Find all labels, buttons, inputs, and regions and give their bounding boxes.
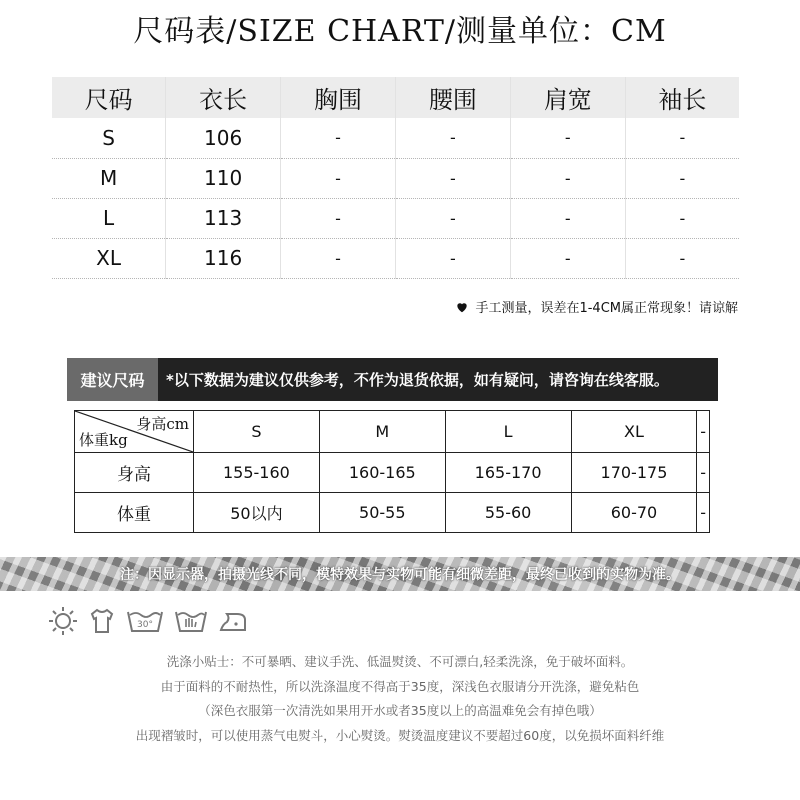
recommend-size-header: L (445, 411, 571, 453)
size-chart-header: 肩宽 (510, 77, 625, 118)
care-instructions (0, 650, 800, 748)
disclaimer-strip (0, 557, 800, 591)
recommend-header-row (75, 411, 710, 453)
recommend-tag: 建议尺码 (67, 358, 158, 401)
page-title: 尺码表/SIZE CHART/测量单位：CM (133, 14, 667, 49)
size-cell: 110 (166, 158, 281, 198)
recommend-row (75, 493, 710, 533)
care-line: 由于面料的不耐热性，所以洗涤温度不得高于35度，深浅色衣服请分开洗涤，避免粘色 (160, 678, 640, 694)
recommend-cell: 170-175 (571, 453, 697, 493)
size-cell: - (510, 198, 625, 238)
corner-height-label: 身高cm (136, 415, 189, 433)
size-chart-header-row (52, 77, 739, 118)
recommend-cell: 165-170 (445, 453, 571, 493)
size-chart-table (52, 77, 739, 279)
care-line: （深色衣服第一次清洗如果用开水或者35度以上的高温难免会有掉色哦） (198, 703, 602, 718)
recommend-row-label: 身高 (75, 453, 194, 493)
size-cell: - (395, 238, 510, 278)
size-cell: - (625, 158, 739, 198)
measurement-note-text: 手工测量，误差在1-4CM属正常现象！请谅解 (475, 301, 738, 316)
size-cell: M (52, 158, 166, 198)
care-line: 洗涤小贴士：不可暴晒、建议手洗、低温熨烫、不可漂白,轻柔洗涤，免于破坏面料。 (166, 654, 634, 669)
wash-30-icon (126, 607, 164, 635)
recommend-row-label: 体重 (75, 493, 194, 533)
size-chart-row (52, 118, 739, 158)
size-cell: - (510, 238, 625, 278)
recommend-cell: 155-160 (194, 453, 320, 493)
size-cell: - (281, 158, 396, 198)
size-cell: - (281, 238, 396, 278)
size-cell: L (52, 198, 166, 238)
disclaimer-text: 注：因显示器，拍摄光线不同，模特效果与实物可能有细微差距，最终已收到的实物为准。 (120, 567, 680, 583)
size-cell: 113 (166, 198, 281, 238)
recommend-size-header: S (194, 411, 320, 453)
hand-wash-icon (174, 607, 208, 635)
size-cell: 116 (166, 238, 281, 278)
recommend-corner-cell (75, 411, 194, 453)
recommend-disclaimer: *以下数据为建议仅供参考，不作为退货依据，如有疑问，请咨询在线客服。 (166, 371, 669, 389)
size-cell: - (395, 198, 510, 238)
size-cell: - (395, 118, 510, 158)
size-cell: - (510, 118, 625, 158)
size-chart-header: 衣长 (166, 77, 281, 118)
recommend-size-header: XL (571, 411, 697, 453)
size-cell: - (281, 118, 396, 158)
heart-icon (455, 300, 469, 314)
sun-icon (48, 606, 78, 636)
recommend-cell: 60-70 (571, 493, 697, 533)
size-cell: - (395, 158, 510, 198)
recommend-size-header: - (697, 411, 710, 453)
size-cell: - (625, 238, 739, 278)
size-cell: - (510, 158, 625, 198)
recommend-cell: 55-60 (445, 493, 571, 533)
size-chart-row (52, 238, 739, 278)
size-cell: S (52, 118, 166, 158)
recommend-size-header: M (319, 411, 445, 453)
size-chart-header: 尺码 (52, 77, 166, 118)
recommend-cell: 160-165 (319, 453, 445, 493)
size-chart-header: 腰围 (395, 77, 510, 118)
recommend-row (75, 453, 710, 493)
measurement-note (455, 297, 738, 316)
size-chart-row (52, 158, 739, 198)
size-chart-header: 胸围 (281, 77, 396, 118)
wash-temp-label: 30° (137, 620, 153, 630)
recommend-table (74, 410, 710, 533)
corner-weight-label: 体重kg (79, 431, 128, 449)
recommend-cell: 50-55 (319, 493, 445, 533)
size-cell: - (281, 198, 396, 238)
size-chart-row (52, 198, 739, 238)
size-chart-header: 袖长 (625, 77, 739, 118)
recommend-cell: - (697, 453, 710, 493)
shirt-icon (88, 607, 116, 635)
size-cell: 106 (166, 118, 281, 158)
size-cell: - (625, 198, 739, 238)
recommend-banner (67, 358, 718, 401)
care-line: 出现褶皱时，可以使用蒸气电熨斗，小心熨烫。熨烫温度建议不要超过60度，以免损坏面料纤维 (135, 727, 665, 743)
recommend-cell: - (697, 493, 710, 533)
size-cell: XL (52, 238, 166, 278)
size-cell: - (625, 118, 739, 158)
care-icons-row (48, 606, 248, 636)
recommend-cell: 50以内 (194, 493, 320, 533)
iron-icon (218, 608, 248, 634)
